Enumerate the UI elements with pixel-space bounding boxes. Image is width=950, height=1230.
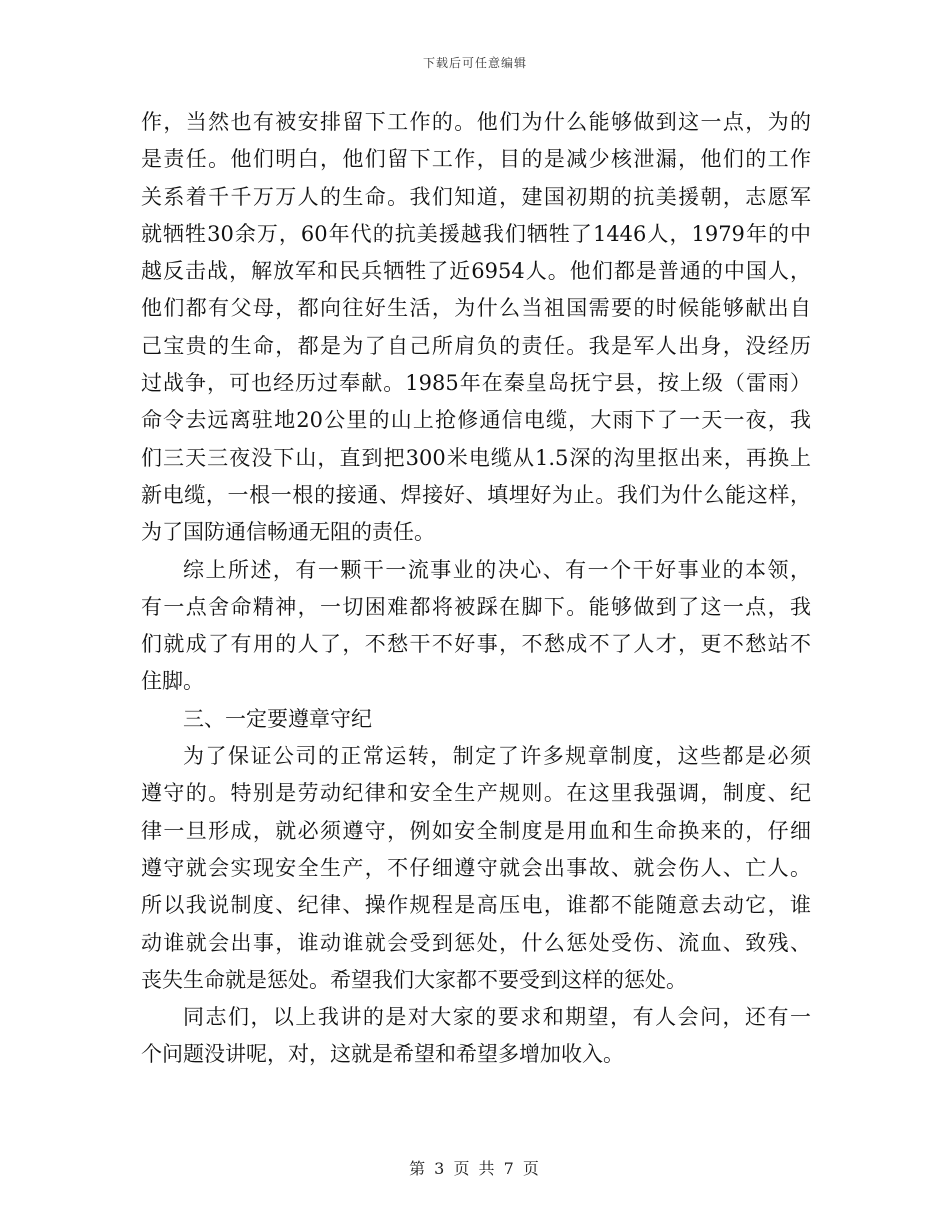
text-line: 作，当然也有被安排留下工作的。他们为什么能够做到这一点，为的 [141,110,811,134]
text-line: 就牺牲30余万，60年代的抗美援越我们牺牲了1446人，1979年的中 [141,221,811,246]
page-number: 第 3 页 共 7 页 [409,1159,541,1178]
text-line: 越反击战，解放军和民兵牺牲了近6954人。他们都是普通的中国人， [141,259,811,284]
text-line: 己宝贵的生命，都是为了自己所肩负的责任。我是军人出身，没经历 [141,333,811,358]
text-line: 动谁就会出事，谁动谁就会受到惩处，什么惩处受伤、流血、致残、 [141,930,811,955]
text-line: 律一旦形成，就必须遵守，例如安全制度是用血和生命换来的，仔细 [141,818,811,843]
text-line: 有一点舍命精神，一切困难都将被踩在脚下。能够做到了这一点，我 [141,594,811,619]
section-heading: 三、一定要遵章守纪 [183,706,372,731]
text-line: 是责任。他们明白，他们留下工作，目的是减少核泄漏，他们的工作 [141,147,811,172]
paragraph-first-line: 为了保证公司的正常运转，制定了许多规章制度，这些都是必须 [183,744,811,769]
text-line: 遵守就会实现安全生产，不仔细遵守就会出事故、就会伤人、亡人。 [141,855,811,880]
page-header: 下载后可任意编辑 [422,56,527,70]
text-line: 关系着千千万万人的生命。我们知道，建国初期的抗美援朝，志愿军 [141,184,811,209]
text-line: 丧失生命就是惩处。希望我们大家都不要受到这样的惩处。 [141,967,687,992]
paragraph-first-line: 综上所述，有一颗干一流事业的决心、有一个干好事业的本领， [183,557,811,582]
text-line: 们三天三夜没下山，直到把300米电缆从1.5深的沟里抠出来，再换上 [141,445,811,470]
text-line: 住脚。 [141,669,204,694]
text-line: 为了国防通信畅通无阻的责任。 [141,520,435,545]
text-line: 遵守的。特别是劳动纪律和安全生产规则。在这里我强调，制度、纪 [141,781,811,806]
document-body [141,104,811,1074]
text-line: 们就成了有用的人了，不愁干不好事，不愁成不了人才，更不愁站不 [141,632,811,657]
text-line: 新电缆，一根一根的接通、焊接好、填埋好为止。我们为什么能这样， [141,482,811,507]
text-line: 个问题没讲呢，对，这就是希望和希望多增加收入。 [141,1042,624,1067]
text-line: 过战争，可也经历过奉献。1985年在秦皇岛抚宁县，按上级（雷雨） [141,371,811,396]
text-line: 命令去远离驻地20公里的山上抢修通信电缆，大雨下了一天一夜，我 [141,408,811,433]
text-line: 所以我说制度、纪律、操作规程是高压电，谁都不能随意去动它，谁 [141,893,811,918]
paragraph-first-line: 同志们，以上我讲的是对大家的要求和期望，有人会问，还有一 [183,1005,811,1030]
text-line: 他们都有父母，都向往好生活，为什么当祖国需要的时候能够献出自 [141,296,811,321]
